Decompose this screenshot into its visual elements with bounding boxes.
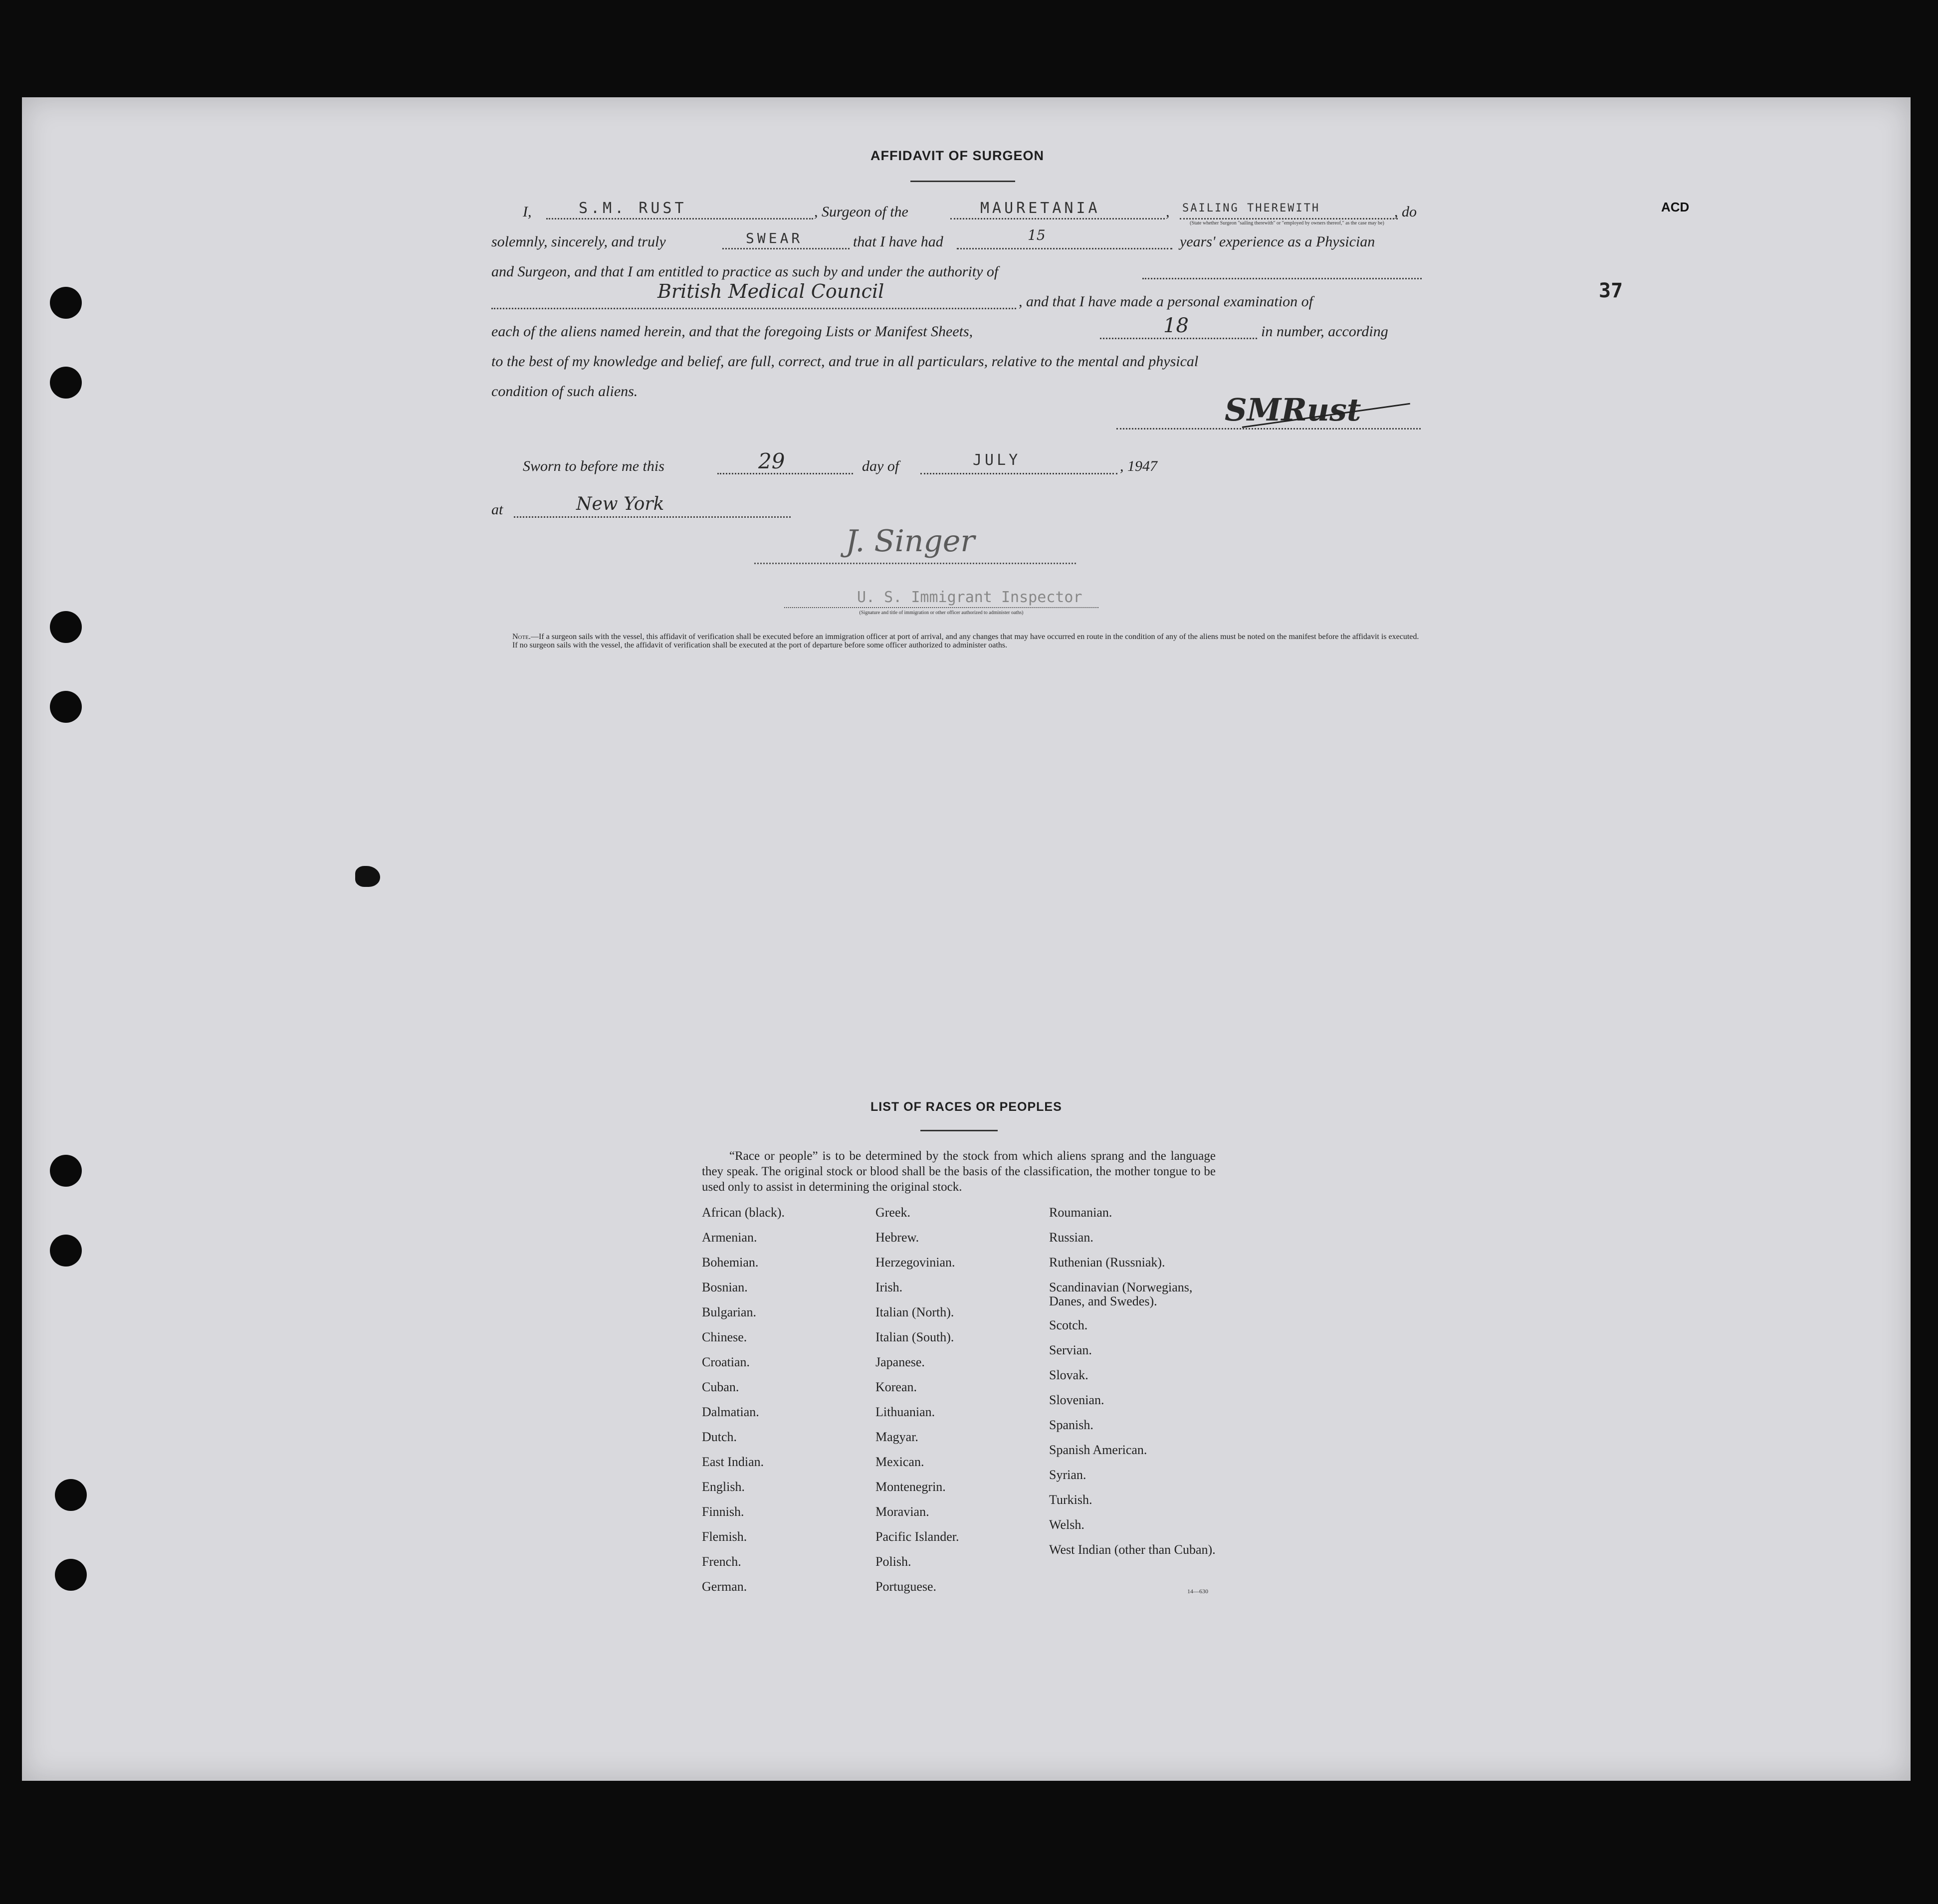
text-line: and Surgeon, and that I am entitled to practice as such by and under the authority of [491,263,999,280]
race-item: Dutch. [702,1430,737,1444]
race-item: Flemish. [702,1529,747,1544]
fill-line [957,248,1172,249]
race-item: Greek. [875,1205,911,1220]
fill-line [950,218,1165,219]
ink-blot [355,866,380,887]
race-item: Portuguese. [875,1579,937,1594]
fill-line [1180,218,1398,219]
race-item: Magyar. [875,1430,918,1444]
binder-hole [55,1559,87,1591]
race-item: Slovak. [1049,1368,1088,1382]
race-item: Bosnian. [702,1280,748,1294]
race-item: Polish. [875,1554,911,1569]
races-column-3 [1049,1206,1219,1573]
note-text-2: If no surgeon sails with the vessel, the affidavit of verification shall be executed at the port of departure before some officer authorized to administer oaths. [512,641,1008,649]
inspector-title: U. S. Immigrant Inspector [857,589,1082,606]
authority-field: British Medical Council [657,280,884,302]
text-line: I, [523,204,532,220]
fill-line [717,473,853,474]
month-field: JULY [973,451,1021,469]
race-item: Ruthenian (Russniak). [1049,1255,1165,1269]
race-item: German. [702,1579,747,1594]
binder-hole [50,287,82,319]
text-line: , and that I have made a personal examination of [1019,293,1313,310]
race-item: Montenegrin. [875,1480,946,1494]
note [491,633,1424,649]
race-item: Roumanian. [1049,1205,1112,1220]
race-item: Spanish. [1049,1418,1093,1432]
fill-line [1142,278,1422,279]
race-item: Scotch. [1049,1318,1088,1332]
title-line [784,607,1098,608]
text-line: that I have had [853,233,943,250]
text-line: day of [862,458,899,474]
race-item: Herzegovinian. [875,1255,955,1269]
form-number: 14—630 [1187,1588,1208,1595]
race-item: Bohemian. [702,1255,759,1269]
race-item: Croatian. [702,1355,750,1369]
text-line: in number, according [1261,323,1388,340]
text-line: to the best of my knowledge and belief, are full, correct, and true in all particulars, relative to the mental and physical [491,353,1199,370]
note-text-1: —If a surgeon sails with the vessel, this affidavit of verification shall be executed before an immigration officer at port of arrival, and any changes that may have occurred en route in the condition of any of the aliens must be noted on the manifest before the affidavit is executed. [530,633,1419,641]
race-item: African (black). [702,1205,785,1220]
race-item: Pacific Islander. [875,1529,959,1544]
sailing-status-field: SAILING THEREWITH [1182,202,1320,214]
race-item: East Indian. [702,1455,764,1469]
text-line: condition of such aliens. [491,383,638,400]
signature-line [754,563,1076,564]
text-line: solemnly, sincerely, and truly [491,233,666,250]
oath-field: SWEAR [746,230,803,246]
fill-line [1100,338,1257,339]
race-item: Korean. [875,1380,917,1394]
text-line: , 1947 [1120,458,1157,474]
race-item: Welsh. [1049,1517,1084,1532]
ship-name-field: MAURETANIA [980,200,1100,217]
sheet-count-field: 18 [1163,314,1189,337]
status-note: (State whether Surgeon "sailing therewith" or "employed by owners thereof," as the case may be) [1190,220,1384,226]
race-item: Syrian. [1049,1468,1086,1482]
race-item: Scandinavian (Norwegians, Danes, and Swedes). [1049,1280,1193,1308]
race-item: Italian (South). [875,1330,954,1344]
race-item: Turkish. [1049,1492,1092,1507]
race-item: Slovenian. [1049,1393,1104,1407]
race-item: Italian (North). [875,1305,954,1319]
fill-line [514,516,791,518]
race-item: Spanish American. [1049,1443,1147,1457]
signature-caption: (Signature and title of immigration or other officer authorized to administer oaths) [859,610,1024,616]
surgeon-signature: SMRust [1225,392,1361,428]
text-line: , [1166,204,1170,220]
binder-hole [50,691,82,723]
title-rule [910,181,1015,182]
page-number: 37 [1599,279,1623,302]
race-item: Moravian. [875,1504,929,1519]
race-item: Chinese. [702,1330,747,1344]
fill-line [546,218,813,219]
race-item: West Indian (other than Cuban). [1049,1542,1216,1557]
race-item: Servian. [1049,1343,1092,1357]
text-line: each of the aliens named herein, and that the foregoing Lists or Manifest Sheets, [491,323,973,340]
fill-line [491,308,1016,309]
race-item: Cuban. [702,1380,739,1394]
binder-hole [50,367,82,399]
race-item: Finnish. [702,1504,744,1519]
affidavit-title: AFFIDAVIT OF SURGEON [870,148,1044,163]
signature-line [1116,428,1421,429]
years-field: 15 [1028,227,1046,243]
fill-line [722,248,850,249]
text-line: Sworn to before me this [523,458,664,474]
race-item: Hebrew. [875,1230,919,1245]
binder-hole [50,1235,82,1267]
day-field: 29 [758,449,785,473]
race-item: Bulgarian. [702,1305,757,1319]
race-item: Russian. [1049,1230,1093,1245]
text-line: years' experience as a Physician [1180,233,1375,250]
races-title-rule [920,1130,998,1131]
text-line: , do [1394,204,1417,220]
race-item: Lithuanian. [875,1405,935,1419]
race-item: Mexican. [875,1455,924,1469]
races-title: LIST OF RACES OR PEOPLES [870,1100,1062,1114]
inspector-signature: J. Singer [846,524,975,559]
race-item: Armenian. [702,1230,757,1245]
race-item: Irish. [875,1280,903,1294]
races-intro: “Race or people” is to be determined by the stock from which aliens sprang and the language they speak. The original stock or blood shall be the basis of the classification, the mother tongue to be used only to assist in determining the original stock. [702,1149,1216,1194]
race-item: Dalmatian. [702,1405,759,1419]
binder-hole [55,1479,87,1511]
race-item: French. [702,1554,741,1569]
race-item: English. [702,1480,745,1494]
fill-line [920,473,1117,474]
races-column-1 [702,1206,871,1605]
corner-mark: ACD [1661,200,1690,214]
surgeon-name-field: S.M. RUST [579,200,687,217]
text-line: at [491,501,503,518]
binder-hole [50,611,82,643]
binder-hole [50,1155,82,1187]
race-item: Japanese. [875,1355,925,1369]
place-field: New York [576,494,664,514]
races-column-2 [875,1206,1045,1605]
note-label: Note. [512,633,531,641]
text-line: , Surgeon of the [814,204,908,220]
